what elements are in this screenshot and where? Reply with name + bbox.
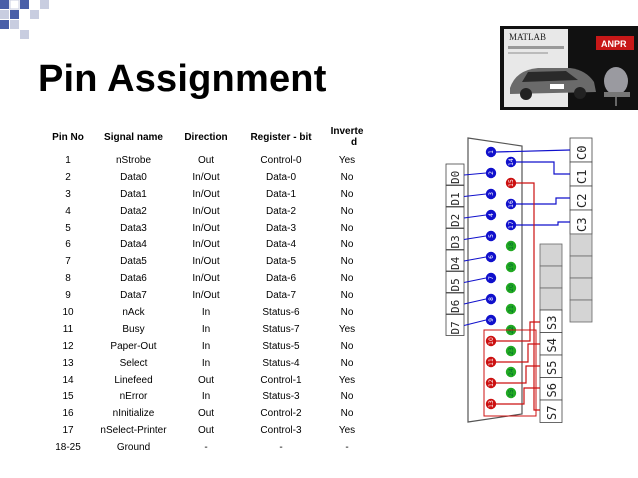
cell-signal-name: Data2 [120, 205, 147, 217]
cell-register-bit: Status-6 [262, 306, 300, 318]
pin-number: 10 [488, 337, 495, 345]
cell-direction: In [201, 391, 211, 403]
table-row [44, 186, 369, 203]
data-bit-label: D3 [449, 235, 462, 249]
pin-number: 25 [508, 389, 515, 397]
cell-inverted: No [340, 357, 354, 369]
cell-signal-name: Data4 [120, 239, 147, 251]
cell-direction: In/Out [192, 256, 220, 268]
cell-register-bit: - [279, 442, 283, 454]
cell-direction: In [201, 306, 211, 318]
unused-bit-box [570, 256, 592, 278]
cell-signal-name: nError [119, 391, 148, 403]
cell-pin-no: 18-25 [55, 442, 81, 454]
cell-direction: In/Out [192, 290, 220, 302]
pin-number: 24 [508, 368, 515, 376]
table-row [44, 287, 369, 304]
cell-pin-no: 2 [65, 171, 71, 183]
cell-inverted: No [340, 391, 354, 403]
col-header-inverted-part-1: Inverte [330, 126, 364, 137]
pin-number: 16 [508, 200, 515, 208]
cell-register-bit: Control-1 [260, 374, 302, 386]
pin-number: 8 [488, 297, 495, 301]
pin-number: 2 [488, 171, 495, 175]
cell-pin-no: 15 [62, 391, 74, 403]
cell-signal-name: Data0 [120, 171, 147, 183]
pin-number: 18 [508, 242, 515, 250]
data-bit-label: D0 [449, 170, 462, 184]
cell-pin-no: 5 [65, 222, 71, 234]
pin-number: 11 [488, 358, 495, 366]
cell-pin-no: 6 [65, 239, 71, 251]
table-row [44, 220, 369, 237]
cell-direction: - [204, 442, 208, 454]
cell-direction: Out [197, 154, 215, 166]
pin-number: 14 [508, 158, 515, 166]
pin-number: 21 [508, 305, 515, 313]
cell-register-bit: Data-4 [265, 239, 296, 251]
unused-bit-box [540, 288, 562, 310]
wire-pin14-c1 [516, 162, 570, 174]
table-row [44, 439, 369, 456]
cell-pin-no: 13 [62, 357, 74, 369]
cell-pin-no: 12 [62, 340, 74, 352]
cell-direction: In/Out [192, 239, 220, 251]
cell-signal-name: Data1 [120, 188, 147, 200]
data-bit-label: D7 [449, 321, 462, 335]
cell-inverted: Yes [338, 154, 356, 166]
control-bit-label: C1 [575, 169, 589, 184]
cell-direction: Out [197, 374, 215, 386]
wire-pin17-c3 [516, 222, 570, 225]
cell-direction: In/Out [192, 188, 220, 200]
cell-register-bit: Status-3 [262, 391, 300, 403]
cell-register-bit: Control-3 [260, 425, 302, 437]
data-bit-label: D5 [449, 278, 462, 292]
cell-direction: In [201, 357, 211, 369]
cell-signal-name: nAck [122, 306, 145, 318]
corner-decoration [0, 0, 80, 40]
data-bit-label: D6 [449, 299, 462, 313]
table-row [44, 270, 369, 287]
cell-inverted: Yes [338, 374, 356, 386]
pin-number: 22 [508, 326, 515, 334]
table-header-row [44, 122, 369, 152]
data-bit-label: D2 [449, 213, 462, 227]
unused-bit-box [570, 300, 592, 322]
unused-bit-box [570, 278, 592, 300]
cell-pin-no: 7 [65, 256, 71, 268]
cell-pin-no: 8 [65, 273, 71, 285]
cell-register-bit: Data-5 [265, 256, 296, 268]
pin-number: 15 [508, 179, 515, 187]
table-row [44, 236, 369, 253]
cell-register-bit: Data-2 [265, 205, 296, 217]
table-row [44, 388, 369, 405]
cell-register-bit: Control-0 [260, 154, 302, 166]
cell-register-bit: Status-7 [262, 323, 300, 335]
matlab-label: MATLAB [509, 32, 547, 42]
cell-pin-no: 10 [62, 306, 74, 318]
cell-direction: Out [197, 408, 215, 420]
cell-inverted: Yes [338, 425, 356, 437]
table-row [44, 253, 369, 270]
cell-signal-name: Data5 [120, 256, 147, 268]
cell-inverted: No [340, 239, 354, 251]
cell-signal-name: nSelect-Printer [100, 425, 167, 437]
cell-pin-no: 3 [65, 188, 71, 200]
unused-bit-box [570, 234, 592, 256]
cell-register-bit: Data-7 [265, 290, 296, 302]
col-header-pin-no: Pin No [52, 131, 84, 143]
table-row [44, 321, 369, 338]
cell-pin-no: 16 [62, 408, 74, 420]
cell-signal-name: nStrobe [115, 154, 152, 166]
cell-inverted: - [345, 442, 349, 454]
cell-direction: In/Out [192, 222, 220, 234]
table-row [44, 405, 369, 422]
control-bit-label: C0 [575, 145, 589, 160]
cell-signal-name: nInitialize [112, 408, 155, 420]
cell-direction: In/Out [192, 273, 220, 285]
pin-number: 13 [488, 400, 495, 408]
cell-register-bit: Status-4 [262, 357, 300, 369]
table-row [44, 372, 369, 389]
pin-number: 4 [488, 213, 495, 217]
status-bit-label: S6 [545, 383, 559, 398]
cell-signal-name: Data3 [120, 222, 147, 234]
table-row [44, 355, 369, 372]
data-bit-label: D1 [449, 192, 462, 206]
status-bit-label: S7 [545, 405, 559, 420]
cell-direction: In/Out [192, 171, 220, 183]
cell-register-bit: Data-3 [265, 222, 296, 234]
cell-signal-name: Data6 [120, 273, 147, 285]
pin-number: 23 [508, 347, 515, 355]
control-bit-label: C2 [575, 193, 589, 208]
col-header-register-bit: Register - bit [250, 131, 312, 143]
cell-signal-name: Ground [116, 442, 151, 454]
cell-inverted: No [340, 256, 354, 268]
unused-bit-box [540, 266, 562, 288]
cell-signal-name: Busy [122, 323, 145, 335]
pin-assignment-table [44, 122, 369, 456]
cell-direction: In [201, 323, 211, 335]
status-bit-label: S4 [545, 338, 559, 353]
pin-number: 7 [488, 276, 495, 280]
table-row [44, 304, 369, 321]
cell-inverted: No [340, 408, 354, 420]
cell-register-bit: Data-1 [265, 188, 296, 200]
cell-inverted: No [340, 340, 354, 352]
pin-number: 9 [488, 318, 495, 322]
page-title: Pin Assignment [38, 58, 327, 100]
wire-pin16-c2 [516, 198, 570, 204]
col-header-inverted-part-2: d [350, 137, 358, 148]
status-bit-label: S3 [545, 315, 559, 330]
anpr-logo-text: ANPR [601, 39, 627, 49]
pin-number: 1 [488, 150, 495, 154]
cell-register-bit: Control-2 [260, 408, 302, 420]
cell-pin-no: 1 [65, 154, 71, 166]
pin-number: 6 [488, 255, 495, 259]
cell-inverted: No [340, 188, 354, 200]
pin-number: 19 [508, 263, 515, 271]
table-row [44, 422, 369, 439]
cell-inverted: No [340, 306, 354, 318]
pin-number: 3 [488, 192, 495, 196]
cell-direction: Out [197, 425, 215, 437]
cell-pin-no: 14 [62, 374, 74, 386]
cell-pin-no: 17 [62, 425, 74, 437]
cell-signal-name: Linefeed [114, 374, 153, 386]
unused-bit-box [540, 244, 562, 266]
col-header-signal-name: Signal name [104, 131, 163, 143]
cell-inverted: No [340, 222, 354, 234]
table-row [44, 169, 369, 186]
data-bit-label: D4 [449, 256, 462, 270]
col-header-inverted [325, 122, 369, 152]
cell-register-bit: Data-0 [265, 171, 296, 183]
cell-pin-no: 11 [62, 323, 74, 335]
col-header-direction: Direction [184, 131, 228, 143]
db25-connector-diagram [444, 132, 602, 432]
cell-signal-name: Select [119, 357, 148, 369]
cell-signal-name: Data7 [120, 290, 147, 302]
cell-inverted: No [340, 171, 354, 183]
pin-number: 17 [508, 221, 515, 229]
table-row [44, 203, 369, 220]
cell-pin-no: 4 [65, 205, 71, 217]
cell-register-bit: Status-5 [262, 340, 300, 352]
table-row [44, 152, 369, 169]
pin-number: 20 [508, 284, 515, 292]
cell-signal-name: Paper-Out [110, 340, 157, 352]
cell-direction: In/Out [192, 205, 220, 217]
cell-inverted: No [340, 273, 354, 285]
table-row [44, 338, 369, 355]
anpr-banner-image [500, 26, 638, 110]
cell-register-bit: Data-6 [265, 273, 296, 285]
status-bit-label: S5 [545, 360, 559, 375]
cell-inverted: Yes [338, 323, 356, 335]
pin-number: 12 [488, 379, 495, 387]
cell-inverted: No [340, 205, 354, 217]
cell-pin-no: 9 [65, 290, 71, 302]
cell-inverted: No [340, 290, 354, 302]
pin-number: 5 [488, 234, 495, 238]
cell-direction: In [201, 340, 211, 352]
control-bit-label: C3 [575, 217, 589, 232]
